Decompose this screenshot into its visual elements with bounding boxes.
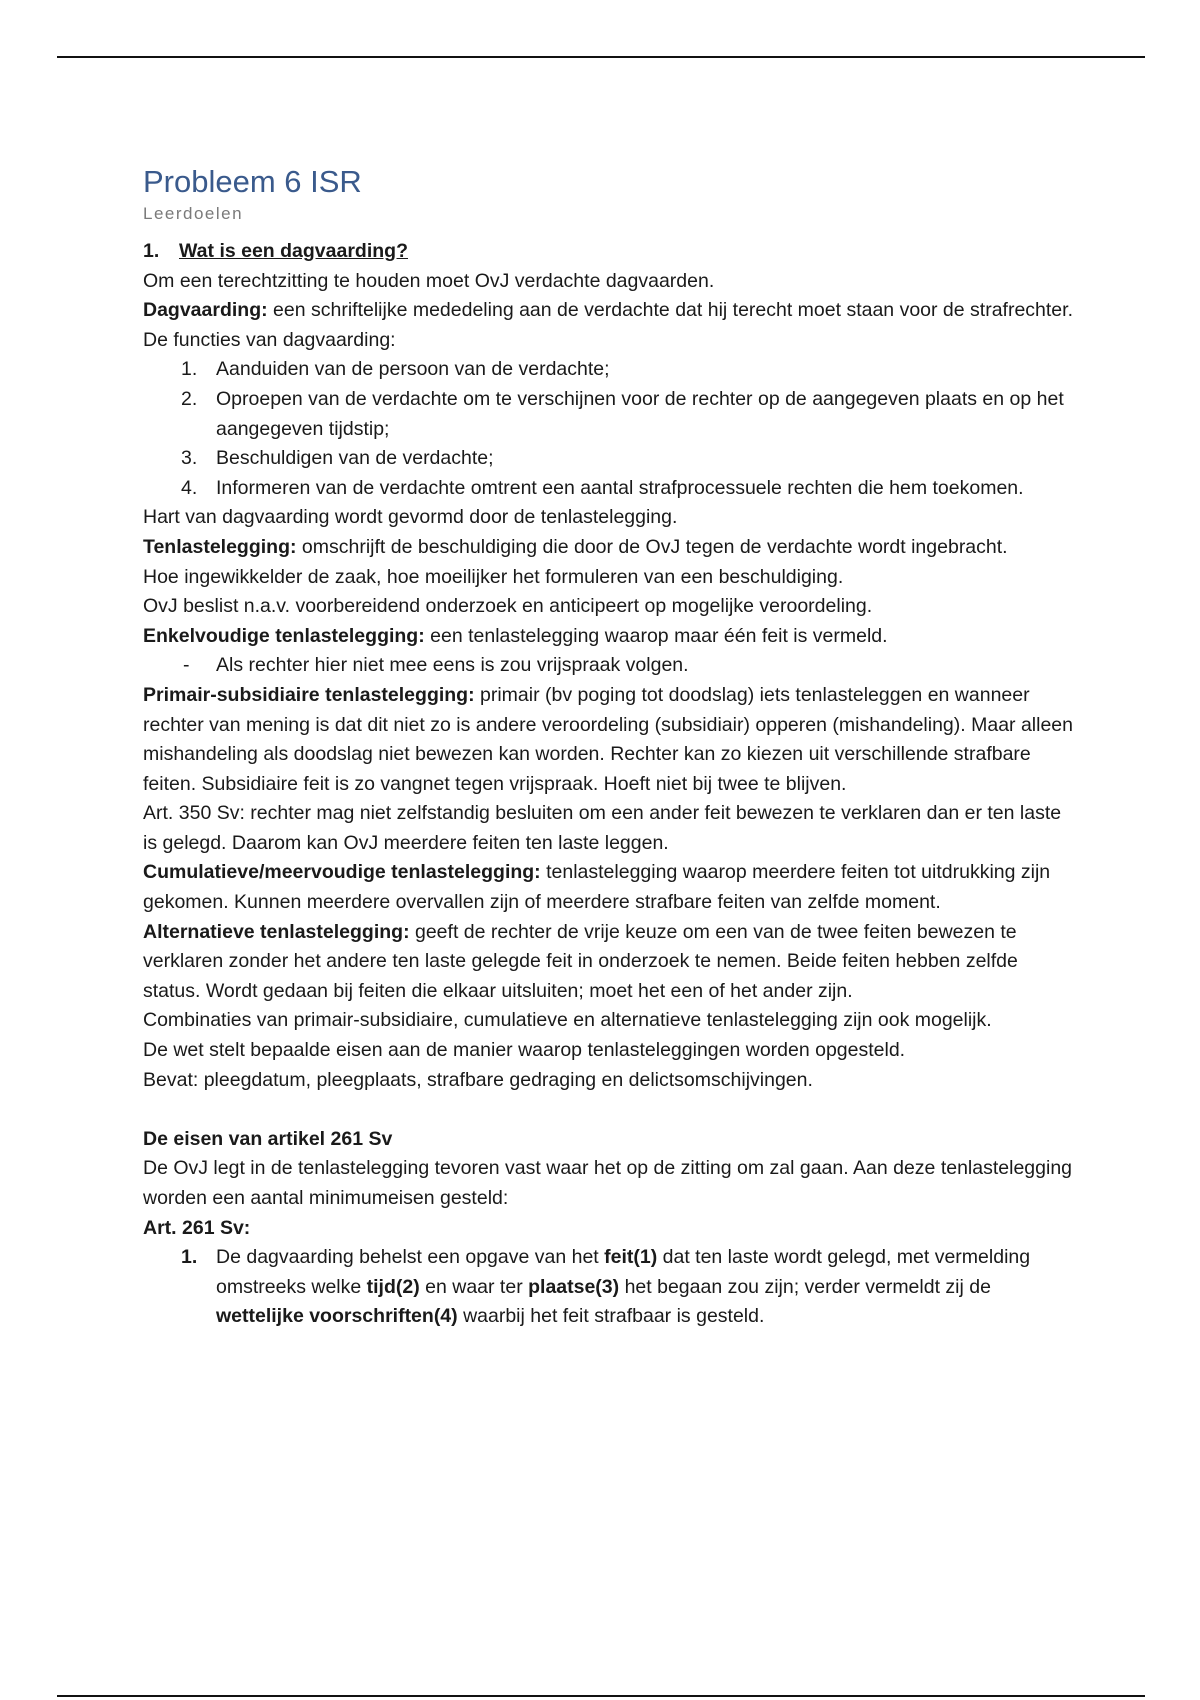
term: Alternatieve tenlastelegging: [143,920,410,943]
list-number: 3. [181,447,198,470]
footer-rule [57,1695,1145,1697]
paragraph-functies: De functies van dagvaarding: [143,328,396,351]
definition-dagvaarding [143,296,1073,326]
term: Tenlastelegging: [143,535,297,558]
list-item [143,474,1073,504]
text: waarbij het feit strafbaar is gesteld. [457,1305,765,1328]
definition-cumulatief [143,858,1073,917]
paragraph-wet: De wet stelt bepaalde eisen aan de manier waarop tenlasteleggingen worden opgesteld. [143,1039,906,1062]
paragraph-art350: Art. 350 Sv: rechter mag niet zelfstandig besluiten om een ander feit bewezen te verklaren dan er ten laste is gelegd. Daarom kan OvJ meerdere feiten ten laste leggen. [143,802,1062,854]
blank-line [143,1095,1073,1125]
question-heading [143,237,1073,267]
paragraph-combinaties: Combinaties van primair-subsidiaire, cumulatieve en alternatieve tenlastelegging zijn ook mogelijk. [143,1009,992,1032]
list-item [143,355,1073,385]
definition-text: tenlastelegging waarop meerdere feiten tot uitdrukking zijn gekomen. Kunnen meerdere overvallen zijn of meerdere strafbare feiten van zelfde moment. [143,861,1051,914]
term: Cumulatieve/meervoudige tenlastelegging: [143,861,541,884]
definition-primair [143,681,1073,799]
dash-item [143,651,1073,681]
definition-alternatief [143,918,1073,1007]
text: De dagvaarding behelst een opgave van het [216,1246,605,1269]
document-title: Probleem 6 ISR [143,164,362,199]
list-text: Informeren van de verdachte omtrent een aantal strafprocessuele rechten die hem toekomen. [216,476,1024,499]
document-body [143,237,1073,1332]
definition-text: omschrijft de beschuldiging die door de OvJ tegen de verdachte wordt ingebracht. [296,535,1008,558]
dash-text: Als rechter hier niet mee eens is zou vrijspraak volgen. [216,654,689,677]
list-number: 4. [181,476,198,499]
paragraph-beslist: OvJ beslist n.a.v. voorbereidend onderzoek en anticipeert op mogelijke veroordeling. [143,595,873,618]
article-label: Art. 261 Sv: [143,1216,251,1239]
bold-text: wettelijke voorschriften(4) [216,1305,458,1328]
list-item [143,444,1073,474]
text: het begaan zou zijn; verder vermeldt zij de [619,1275,991,1298]
term: Primair-subsidiaire tenlastelegging: [143,683,475,706]
list-text: Oproepen van de verdachte om te verschijnen voor de rechter op de aangegeven plaats en op het aangegeven tijdstip; [216,387,1064,440]
section-heading: De eisen van artikel 261 Sv [143,1127,393,1150]
paragraph-bevat: Bevat: pleegdatum, pleegplaats, strafbare gedraging en delictsomschijvingen. [143,1068,813,1091]
text: dat ten laste wordt gelegd, met vermelding omstreeks welke [216,1246,1031,1298]
bold-text: tijd(2) [366,1275,420,1298]
dash-bullet: - [183,654,190,677]
text: en waar ter [419,1275,529,1298]
paragraph-hart: Hart van dagvaarding wordt gevormd door de tenlastelegging. [143,506,678,529]
term: Dagvaarding: [143,299,268,322]
paragraph-intro: Om een terechtzitting te houden moet OvJ verdachte dagvaarden. [143,269,715,292]
list-number: 2. [181,387,198,410]
functies-list [143,355,1073,503]
question-text: Wat is een dagvaarding? [179,240,408,262]
list-text: Aanduiden van de persoon van de verdachte; [216,358,610,381]
bold-text: plaatse(3) [528,1275,620,1298]
question-number: 1. [143,240,160,262]
paragraph-ovj-261: De OvJ legt in de tenlastelegging tevoren vast waar het op de zitting om zal gaan. Aan deze tenlastelegging worden een aantal minimumeisen gesteld: [143,1157,1073,1209]
list-number: 1. [181,358,198,381]
list-item [143,385,1073,444]
definition-text: een schriftelijke mededeling aan de verdachte dat hij terecht moet staan voor de strafrechter. [267,299,1073,322]
list-item [143,1243,1073,1332]
definition-text: geeft de rechter de vrije keuze om een van de twee feiten bewezen te verklaren zonder het andere ten laste gelegde feit in onderzoek te nemen. Beide feiten hebben zelfde status. Wordt gedaan bij feiten die elkaar uitsluiten; moet het een of het ander zijn. [143,920,1018,1002]
paragraph-ingewikkeld: Hoe ingewikkelder de zaak, hoe moeilijker het formuleren van een beschuldiging. [143,565,844,588]
definition-text: een tenlastelegging waarop maar één feit is vermeld. [424,624,888,647]
list-text: Beschuldigen van de verdachte; [216,447,494,470]
definition-tenlastelegging [143,533,1073,563]
definition-text: primair (bv poging tot doodslag) iets tenlasteleggen en wanneer rechter van mening is dat dit niet zo is andere veroordeling (subsidiair) opperen (mishandeling). Maar alleen mishandeling als doodslag niet bewezen kan worden. Rechter kan zo kiezen uit verschillende strafbare feiten. Subsidiaire feit is zo vangnet tegen vrijspraak. Hoeft niet bij twee te blijven. [143,683,1073,795]
bold-text: feit(1) [604,1246,658,1269]
article-list [143,1243,1073,1332]
term: Enkelvoudige tenlastelegging: [143,624,425,647]
definition-enkelvoudig [143,622,1073,652]
list-number: 1. [181,1246,198,1269]
header-rule [57,56,1145,58]
document-subtitle: Leerdoelen [143,204,244,223]
document-page [143,163,1073,1332]
